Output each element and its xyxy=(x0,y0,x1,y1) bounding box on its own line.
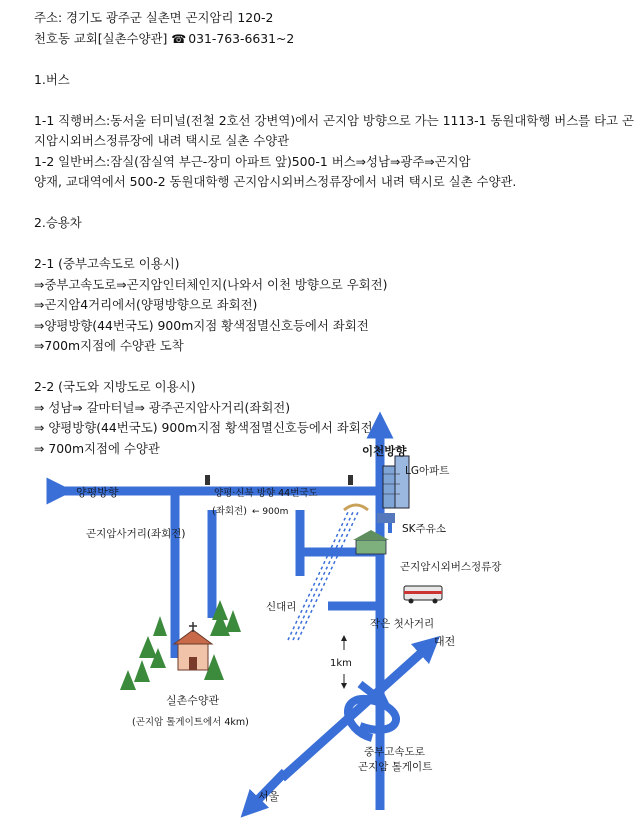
church-line xyxy=(34,29,630,50)
car-heading: 2.승용차 xyxy=(34,215,82,230)
bus-line-4: 양재, 교대역에서 500-2 동원대학행 곤지암시외버스정류장에서 내려 택시로 실촌 수양관. xyxy=(34,174,517,189)
route1-step: ⇒곤지암4거리에서(양평방향으로 좌회전) xyxy=(34,297,258,312)
label-expressway: 중부고속도로 xyxy=(364,746,425,758)
phone-icon: ☎ xyxy=(171,31,187,46)
location-map xyxy=(0,400,637,824)
label-sk: SK주유소 xyxy=(402,523,446,535)
label-sindaeri: 신대리 xyxy=(266,601,297,613)
route1-step: ⇒중부고속도로⇒곤지암인터체인지(나와서 이천 방향으로 우회전) xyxy=(34,276,388,292)
route2-title: 2-2 (국도와 지방도로 이용시) xyxy=(34,379,196,394)
retreat-building-icon xyxy=(174,622,212,670)
traffic-light-icon xyxy=(205,475,353,485)
label-900m: ← 900m xyxy=(252,507,289,517)
label-yangpyeong: 양평방향 xyxy=(76,486,119,499)
route2-step: ⇒ 양평방향(44번국도) 900m지점 황색점멸신호등에서 좌회전 xyxy=(34,420,373,435)
expressway-daejeon xyxy=(282,645,433,778)
label-tollgate: 곤지암 톨게이트 xyxy=(358,761,433,773)
address-line: 주소: 경기도 광주군 실촌면 곤지암리 120-2 xyxy=(34,10,274,25)
bus-line-3: 1-2 일반버스:잠실(잠실역 부근-장미 아파트 앞)500-1 버스⇒성남⇒광주⇒곤지암 xyxy=(34,153,471,169)
label-bus-terminal: 곤지암시외버스정류장 xyxy=(400,561,502,573)
label-icheon: 이천방향 xyxy=(362,444,407,458)
label-left-turn: (좌회전) xyxy=(212,506,247,517)
phone-number: 031-763-6631~2 xyxy=(188,30,295,46)
label-retreat-note: (곤지암 톨게이트에서 4km) xyxy=(132,717,249,728)
label-seoul: 서울 xyxy=(258,790,280,803)
label-road-44: 양평·신북 방향 44번국도 xyxy=(214,488,318,499)
bus-heading: 1.버스 xyxy=(34,71,70,87)
route1-step: ⇒양평방향(44번국도) 900m지점 황색점멸신호등에서 좌회전 xyxy=(34,317,369,333)
bus-line-2: 지암시외버스정류장에 내려 택시로 실촌 수양관 xyxy=(34,133,290,148)
label-retreat: 실촌수양관 xyxy=(166,694,220,707)
label-small-crossroad: 작은 첫사거리 xyxy=(370,618,435,630)
route1-step: ⇒700m지점에 수양관 도착 xyxy=(34,338,184,353)
directions-document xyxy=(34,8,634,459)
church-name: 천호동 교회[실촌수양관] xyxy=(34,30,168,46)
lg-apartment-icon xyxy=(383,456,409,508)
route2-step: ⇒ 성남⇒ 갈마터널⇒ 광주곤지암사거리(좌회전) xyxy=(34,399,291,415)
route1-title: 2-1 (중부고속도로 이용시) xyxy=(34,256,180,271)
label-lg-apt: LG아파트 xyxy=(405,465,450,477)
label-1km: 1km xyxy=(330,658,352,669)
bridge-icon xyxy=(344,505,368,510)
bus-icon xyxy=(404,586,442,604)
bus-line-1: 1-1 직행버스:동서울 터미널(전철 2호선 강변역)에서 곤지암 방향으로 가는 1113-1 동원대학행 버스를 타고 곤 xyxy=(34,112,634,128)
label-daejeon: 대전 xyxy=(434,635,456,648)
label-konjiam-crossroad: 곤지암사거리(좌회전) xyxy=(86,528,186,540)
route2-step: ⇒ 700m지점에 수양관 xyxy=(34,440,160,456)
